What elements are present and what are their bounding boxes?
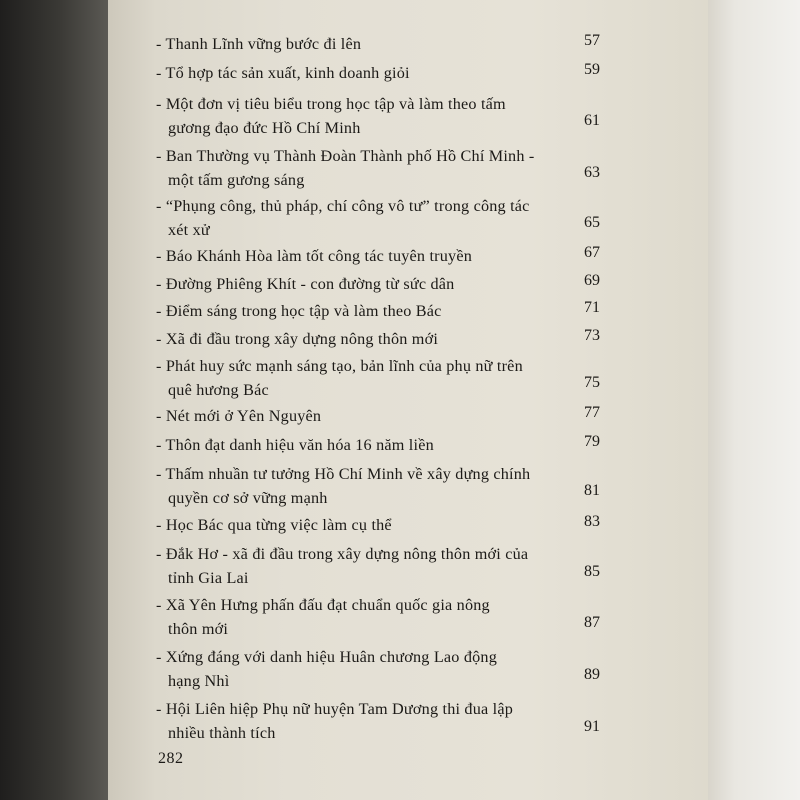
- toc-entry-title-continuation: gương đạo đức Hồ Chí Minh: [168, 119, 361, 137]
- toc-entry-title: - Thôn đạt danh hiệu văn hóa 16 năm liền: [156, 436, 434, 454]
- toc-entry-title: - Đắk Hơ - xã đi đầu trong xây dựng nông thôn mới của: [156, 545, 529, 563]
- toc-entry-title: - Đường Phiêng Khít - con đường từ sức dân: [156, 275, 455, 293]
- toc-page-number: 87: [584, 614, 600, 631]
- toc-entry-title: - “Phụng công, thủ pháp, chí công vô tư” trong công tác: [156, 197, 530, 215]
- toc-page-number: 83: [584, 513, 600, 530]
- toc-entry-title: - Ban Thường vụ Thành Đoàn Thành phố Hồ Chí Minh -: [156, 147, 535, 165]
- toc-page-number: 79: [584, 433, 600, 450]
- toc-entry: [156, 61, 606, 85]
- toc-entry-title: - Xã Yên Hưng phấn đấu đạt chuẩn quốc gia nông: [156, 596, 490, 614]
- toc-entry-title: - Hội Liên hiệp Phụ nữ huyện Tam Dương thi đua lập: [156, 700, 514, 718]
- toc-entry: [156, 32, 606, 56]
- toc-entry-title: - Báo Khánh Hòa làm tốt công tác tuyên truyền: [156, 247, 473, 265]
- toc-entry-title-continuation: hạng Nhì: [168, 672, 230, 690]
- toc-entry-title: - Tổ hợp tác sản xuất, kinh doanh giỏi: [156, 64, 410, 82]
- toc-entry: [156, 645, 606, 693]
- toc-entry-title-continuation: quyền cơ sở vững mạnh: [168, 489, 328, 507]
- toc-entry: [156, 299, 606, 323]
- toc-entry: [156, 462, 606, 510]
- toc-page-number: 91: [584, 718, 600, 735]
- toc-page-number: 65: [584, 214, 600, 231]
- toc-entry: [156, 354, 606, 402]
- toc-page-number: 89: [584, 666, 600, 683]
- toc-entry-title-continuation: quê hương Bác: [168, 381, 269, 399]
- toc-entry-title: - Phát huy sức mạnh sáng tạo, bản lĩnh của phụ nữ trên: [156, 357, 523, 375]
- toc-page-number: 63: [584, 164, 600, 181]
- background-surface: [700, 0, 800, 800]
- toc-entry-title-continuation: một tấm gương sáng: [168, 171, 305, 189]
- page-number-footer: 282: [158, 750, 184, 767]
- toc-entry: [156, 593, 606, 641]
- toc-entry: [156, 433, 606, 457]
- toc-page-number: 57: [584, 32, 600, 49]
- toc-entry: [156, 92, 606, 140]
- toc-entry-title: - Thấm nhuần tư tưởng Hồ Chí Minh về xây dựng chính: [156, 465, 531, 483]
- toc-entry: [156, 194, 606, 242]
- toc-entry-title: - Điểm sáng trong học tập và làm theo Bác: [156, 302, 442, 320]
- toc-page-number: 61: [584, 112, 600, 129]
- toc-page-number: 67: [584, 244, 600, 261]
- toc-entry-title: - Thanh Lĩnh vững bước đi lên: [156, 35, 362, 53]
- toc-page-number: 81: [584, 482, 600, 499]
- toc-entry: [156, 272, 606, 296]
- toc-entry-title-continuation: thôn mới: [168, 620, 229, 638]
- book-spine-shadow: [0, 0, 108, 800]
- toc-entry: [156, 327, 606, 351]
- toc-entry: [156, 513, 606, 537]
- toc-entry-title: - Học Bác qua từng việc làm cụ thể: [156, 516, 392, 534]
- toc-page-number: 69: [584, 272, 600, 289]
- toc-entry-title: - Xã đi đầu trong xây dựng nông thôn mới: [156, 330, 439, 348]
- toc-entry: [156, 542, 606, 590]
- toc-page-number: 73: [584, 327, 600, 344]
- toc-entry-title-continuation: nhiều thành tích: [168, 724, 276, 742]
- toc-page-number: 77: [584, 404, 600, 421]
- toc-entry-title-continuation: xét xử: [168, 221, 210, 239]
- toc-entry-title: - Nét mới ở Yên Nguyên: [156, 407, 322, 425]
- toc-page-number: 71: [584, 299, 600, 316]
- toc-entry: [156, 144, 606, 192]
- toc-entry: [156, 244, 606, 268]
- toc-page-number: 85: [584, 563, 600, 580]
- toc-entry-title-continuation: tỉnh Gia Lai: [168, 569, 249, 587]
- toc-entry-title: - Xứng đáng với danh hiệu Huân chương Lao động: [156, 648, 498, 666]
- toc-page-number: 75: [584, 374, 600, 391]
- toc-entry-title: - Một đơn vị tiêu biểu trong học tập và làm theo tấm: [156, 95, 506, 113]
- toc-page-number: 59: [584, 61, 600, 78]
- toc-entry: [156, 697, 606, 745]
- toc-entry: [156, 404, 606, 428]
